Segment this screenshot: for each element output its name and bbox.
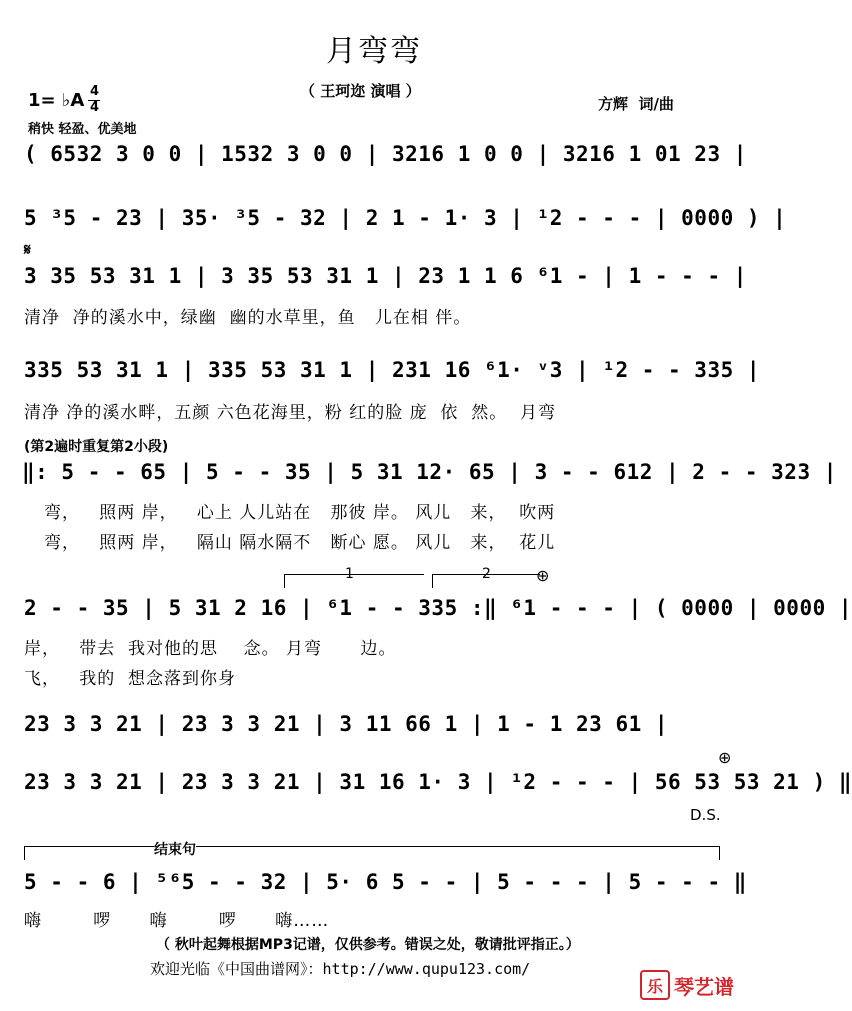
brand-logo — [640, 970, 734, 1000]
lyric-row-5-verse-1: 弯， 照两 岸， 心上 人儿站在 那彼 岸。 风儿 来， 吹两 — [44, 503, 556, 523]
ending-label: 结束句 — [154, 839, 196, 859]
singer-credit: （ 王珂迩 演唱 ） — [300, 82, 421, 100]
volta-2-label: 2 — [482, 566, 491, 582]
time-signature-bottom: 4 — [90, 100, 100, 115]
composer-credit: 方辉 词/曲 — [598, 95, 674, 113]
notation-row-6: 2 - - 35 | 5 31 2 16 | ⁶1 - - 335 :‖ ⁶1 - - - | ( 0000 | 0000 | — [24, 596, 852, 620]
notation-row-4: 335 53 31 1 | 335 53 31 1 | 231 16 ⁶1· ᵛ3 | ¹2 - - 335 | — [24, 358, 761, 382]
lyric-row-9: 嗨 啰 嗨 啰 嗨…… — [24, 911, 330, 931]
time-signature-top: 4 — [90, 84, 100, 99]
segno-sign: 𝄋 — [24, 240, 32, 259]
lyric-row-6-verse-1: 岸， 带去 我对他的思 念。 月弯 边。 — [24, 639, 397, 659]
ending-bracket-right — [719, 846, 720, 860]
lyric-row-5-verse-2: 弯， 照两 岸， 隔山 隔水隔不 断心 愿。 风儿 来， 花儿 — [44, 533, 556, 553]
brand-logo-icon: 乐 — [640, 970, 670, 1000]
repeat-instruction: (第2遍时重复第2小段) — [24, 439, 169, 455]
notation-row-3: 3 35 53 31 1 | 3 35 53 31 1 | 23 1 1 6 ⁶1 - | 1 - - - | — [24, 264, 747, 288]
transcriber-note: （ 秋叶起舞根据MP3记谱，仅供参考。错误之处，敬请批评指正。） — [156, 937, 580, 953]
volta-2-left — [432, 574, 433, 588]
lyric-row-4: 清净 净的溪水畔，五颜 六色花海里，粉 红的脸 庞 依 然。 月弯 — [24, 403, 557, 423]
notation-row-5: ‖: 5 - - 65 | 5 - - 35 | 5 31 12· 65 | 3 - - 612 | 2 - - 323 | — [22, 460, 837, 484]
notation-row-7: 23 3 3 21 | 23 3 3 21 | 3 11 66 1 | 1 - 1 23 61 | — [24, 712, 669, 736]
lyric-row-6-verse-2: 飞， 我的 想念落到你身 — [24, 669, 237, 689]
notation-row-9: 5 - - 6 | ⁵⁶5 - - 32 | 5· 6 5 - - | 5 - - - | 5 - - - ‖ — [24, 870, 747, 894]
coda-icon: ⊕ — [536, 566, 550, 585]
volta-1-label: 1 — [345, 566, 354, 582]
lyric-row-3: 清净 净的溪水中，绿幽 幽的水草里，鱼 儿在相 伴。 — [24, 308, 472, 328]
dal-segno: D.S. — [690, 806, 721, 824]
ending-bracket-line — [24, 846, 720, 847]
volta-1-left — [284, 574, 285, 588]
key-signature: 1= ♭A — [28, 90, 85, 111]
volta-1-line — [284, 574, 424, 575]
notation-row-1: ( 6532 3 0 0 | 1532 3 0 0 | 3216 1 0 0 | 3216 1 01 23 | — [24, 142, 747, 166]
site-credit[interactable]: 欢迎光临《中国曲谱网》：http://www.qupu123.com/ — [150, 960, 531, 978]
song-title: 月弯弯 — [326, 34, 422, 69]
coda-icon-2: ⊕ — [718, 748, 732, 767]
ending-bracket-left — [24, 846, 25, 860]
notation-row-2: 5 ³5 - 23 | 35· ³5 - 32 | 2 1 - 1· 3 | ¹2 - - - | 0000 ) | — [24, 206, 787, 230]
notation-row-8: 23 3 3 21 | 23 3 3 21 | 31 16 1· 3 | ¹2 - - - | 56 53 53 21 ) ‖ — [24, 770, 852, 794]
tempo-marking: 稍快 轻盈、优美地 — [28, 122, 137, 137]
brand-logo-text: 琴艺谱 — [674, 974, 734, 999]
